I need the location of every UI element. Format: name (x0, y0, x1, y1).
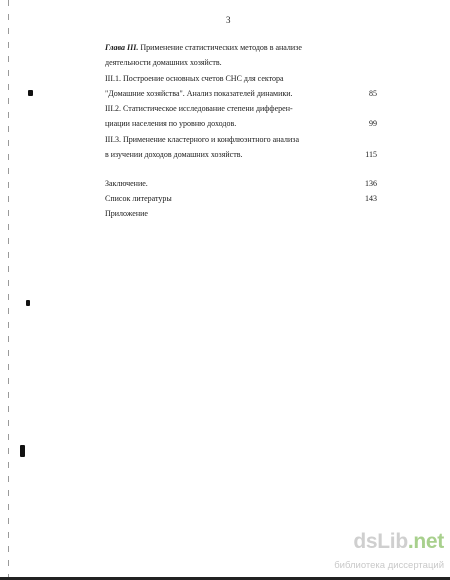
page-number: 3 (226, 15, 231, 25)
chapter-heading (105, 40, 302, 55)
toc-entry-line: III.3. Применение кластерного и конфлюэнтного анализа (105, 135, 300, 144)
toc-entry-line: "Домашние хозяйства". Анализ показателей динамики. (105, 89, 293, 98)
toc-entry-page: 115 (365, 150, 377, 159)
toc-end-label: Список литературы (105, 194, 172, 203)
toc-entry-line: III.2. Статистическое исследование степени дифферен- (105, 104, 293, 113)
toc-entry-line: в изучении доходов домашних хозяйств. (105, 150, 243, 159)
toc-end-page: 136 (365, 179, 377, 188)
watermark (334, 530, 446, 574)
watermark-logo-main: dsLib (353, 530, 408, 553)
scan-left-edge (8, 0, 9, 580)
scan-mark (28, 90, 33, 96)
toc-end-page: 143 (365, 194, 377, 203)
toc-entry-page: 85 (369, 89, 377, 98)
watermark-subtitle: библиотека диссертаций (334, 560, 444, 571)
toc-end-label: Заключение. (105, 179, 148, 188)
watermark-logo (353, 530, 444, 554)
toc-entry-line: циации населения по уровню доходов. (105, 119, 237, 128)
watermark-logo-tld: .net (407, 530, 444, 553)
toc-end-label: Приложение (105, 209, 148, 218)
chapter-prefix: Глава III. (105, 43, 139, 52)
scan-mark (26, 300, 30, 306)
toc-entry-page: 99 (369, 119, 377, 128)
toc-entry-line: III.1. Построение основных счетов СНС для сектора (105, 74, 284, 83)
chapter-title-cont: деятельности домашних хозяйств. (105, 58, 222, 67)
scan-mark (20, 445, 25, 457)
chapter-title: Применение статистических методов в анализе (138, 43, 302, 52)
